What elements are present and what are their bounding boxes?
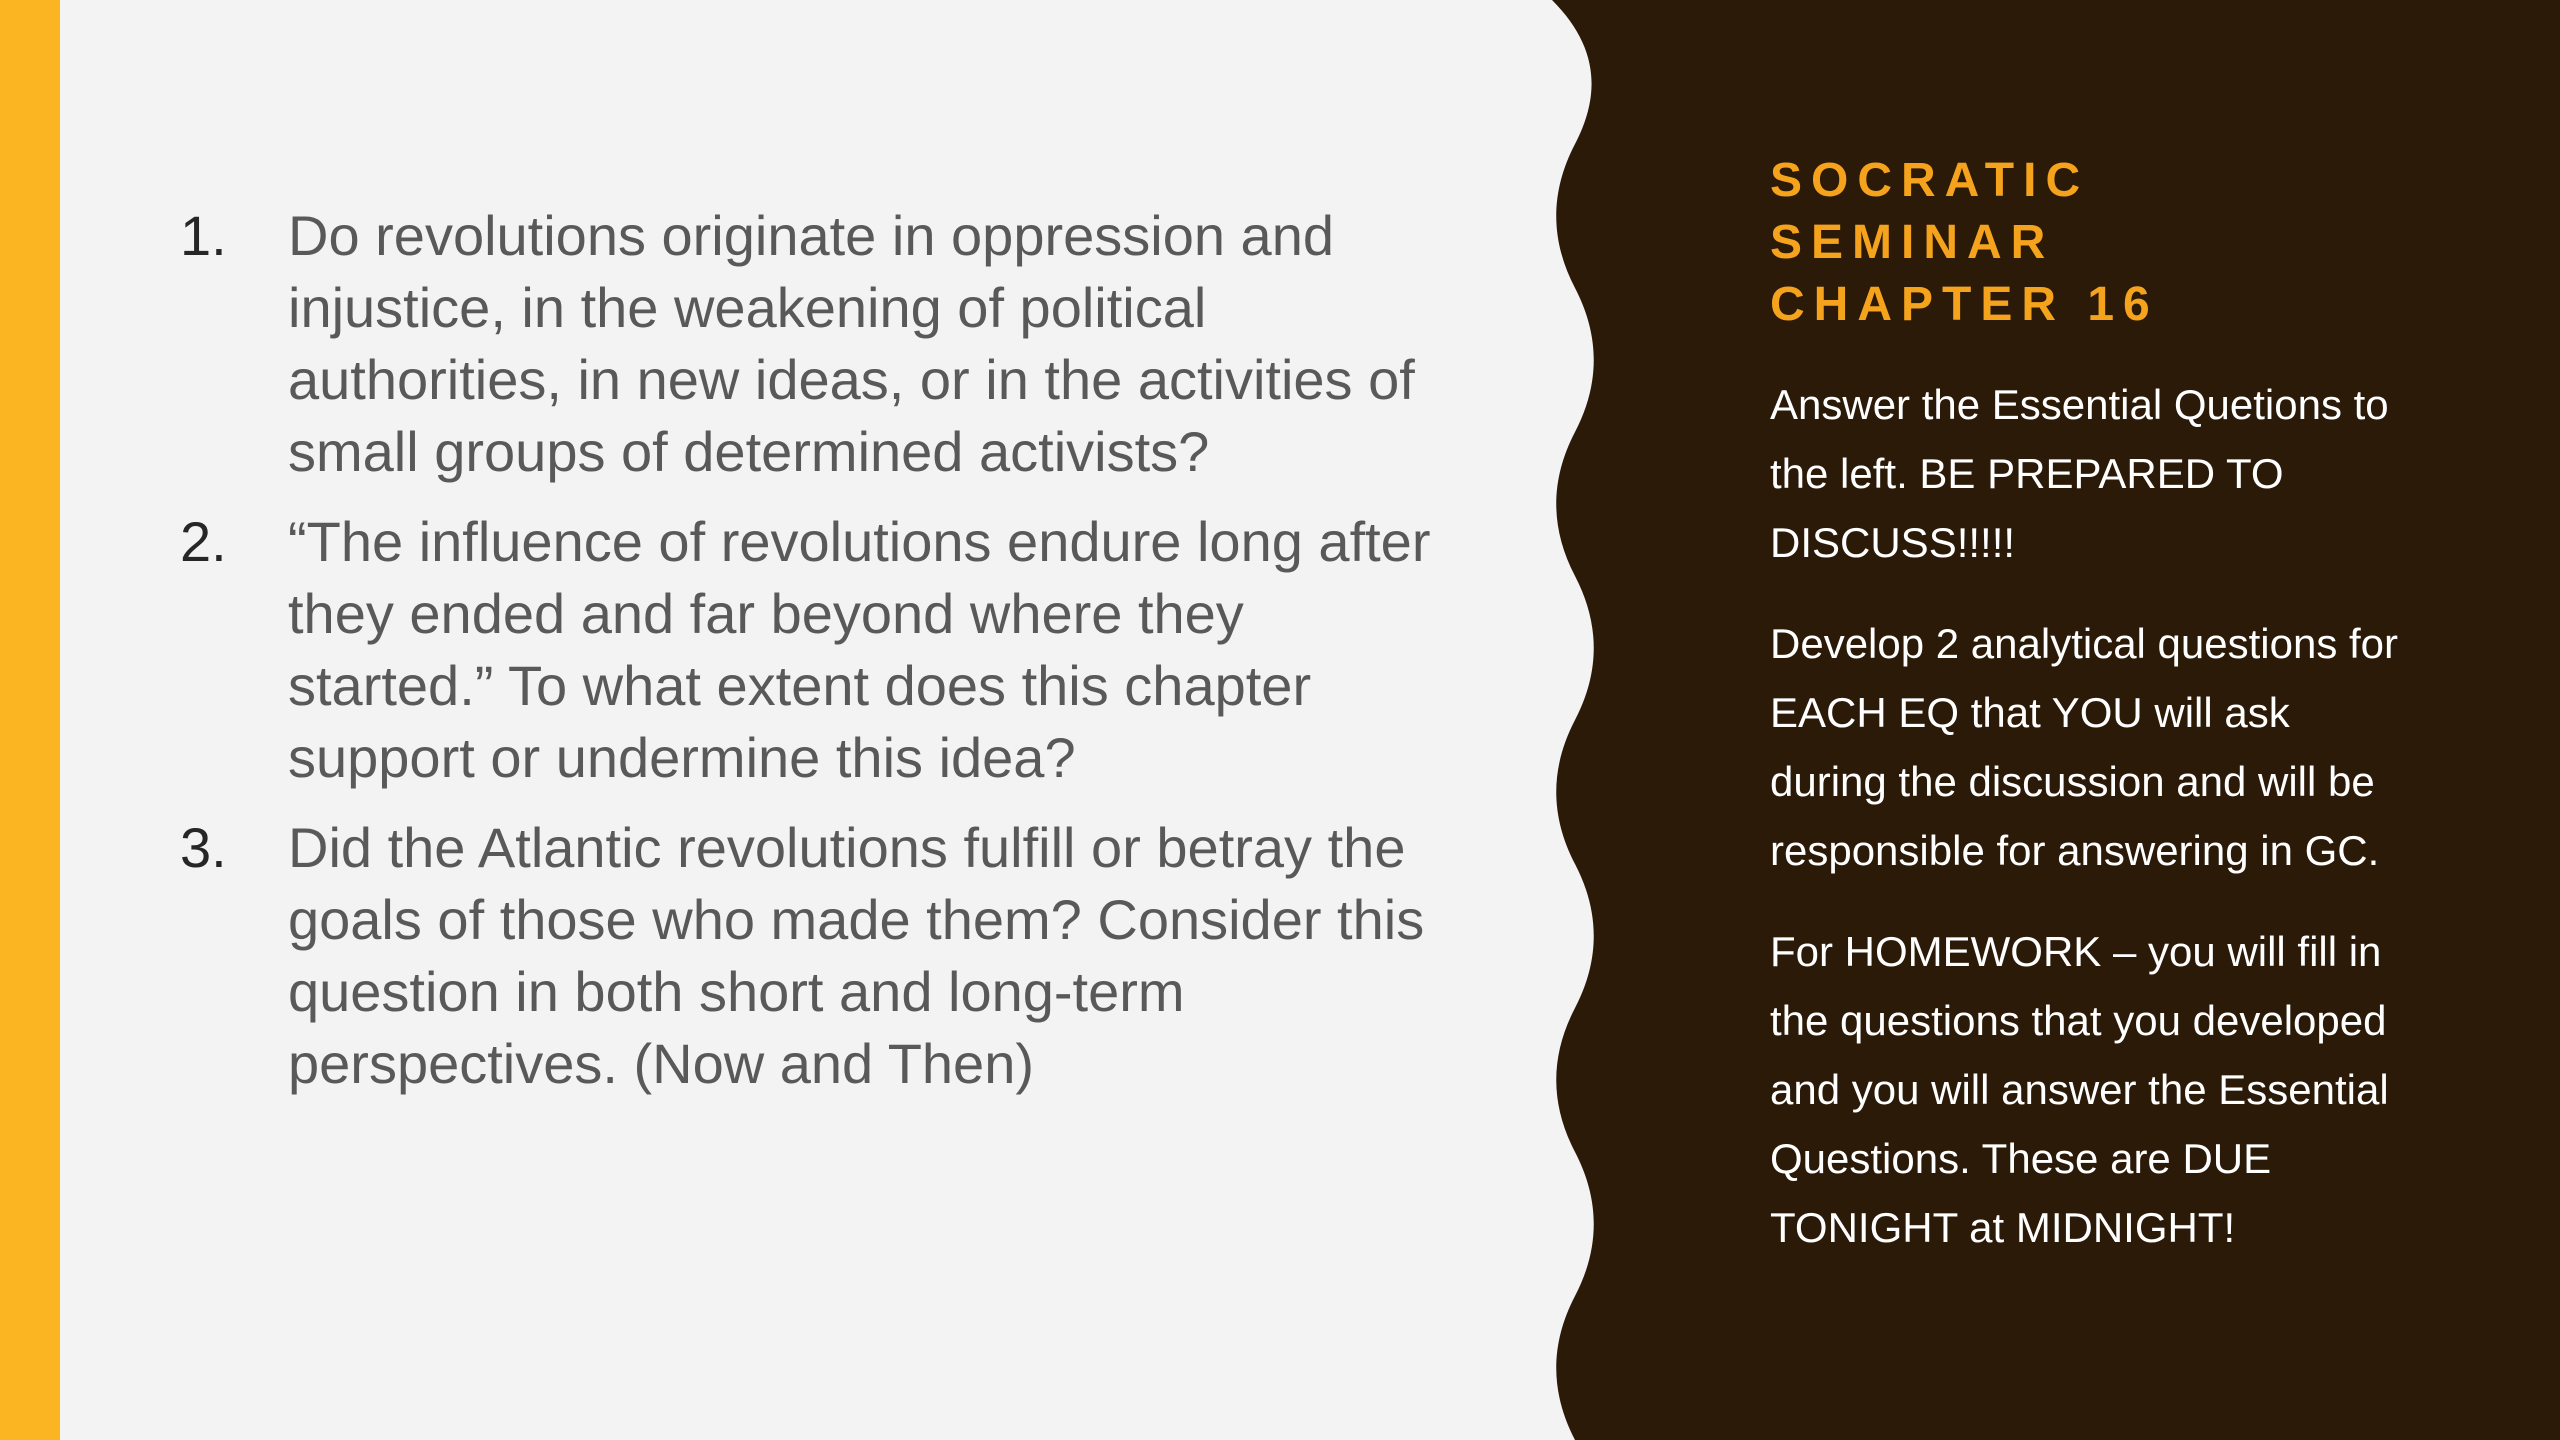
question-text: Do revolutions originate in oppression and injustice, in the weakening of political authorities, in new ideas, or in the activities of small groups of determined activists?	[288, 204, 1415, 483]
question-number: 2.	[180, 510, 227, 573]
title-line: SEMINAR	[1770, 216, 2055, 269]
title-line: CHAPTER 16	[1770, 278, 2159, 331]
question-item	[180, 506, 1450, 794]
essential-questions-list	[180, 200, 1450, 1118]
question-number: 1.	[180, 204, 227, 267]
instruction-homework: For HOMEWORK – you will fill in the questions that you developed and you will answer the Essential Questions. These are DUE TONIGHT at MIDNIGHT!	[1770, 928, 2389, 1251]
title-line: SOCRATIC	[1770, 154, 2090, 207]
question-text: Did the Atlantic revolutions fulfill or betray the goals of those who made them? Consider this question in both short and long-term perspectives. (Now and Then)	[288, 816, 1425, 1095]
question-number: 3.	[180, 816, 227, 879]
sidebar-instructions	[1770, 150, 2410, 1294]
slide-title	[1770, 150, 2410, 336]
question-text: “The influence of revolutions endure long after they ended and far beyond where they started.” To what extent does this chapter support or undermine this idea?	[288, 510, 1431, 789]
question-item	[180, 812, 1450, 1100]
instruction-develop: Develop 2 analytical questions for EACH EQ that YOU will ask during the discussion and will be responsible for answering in GC.	[1770, 620, 2399, 874]
question-item	[180, 200, 1450, 488]
instruction-answer: Answer the Essential Quetions to the left. BE PREPARED TO DISCUSS!!!!!	[1770, 381, 2389, 566]
